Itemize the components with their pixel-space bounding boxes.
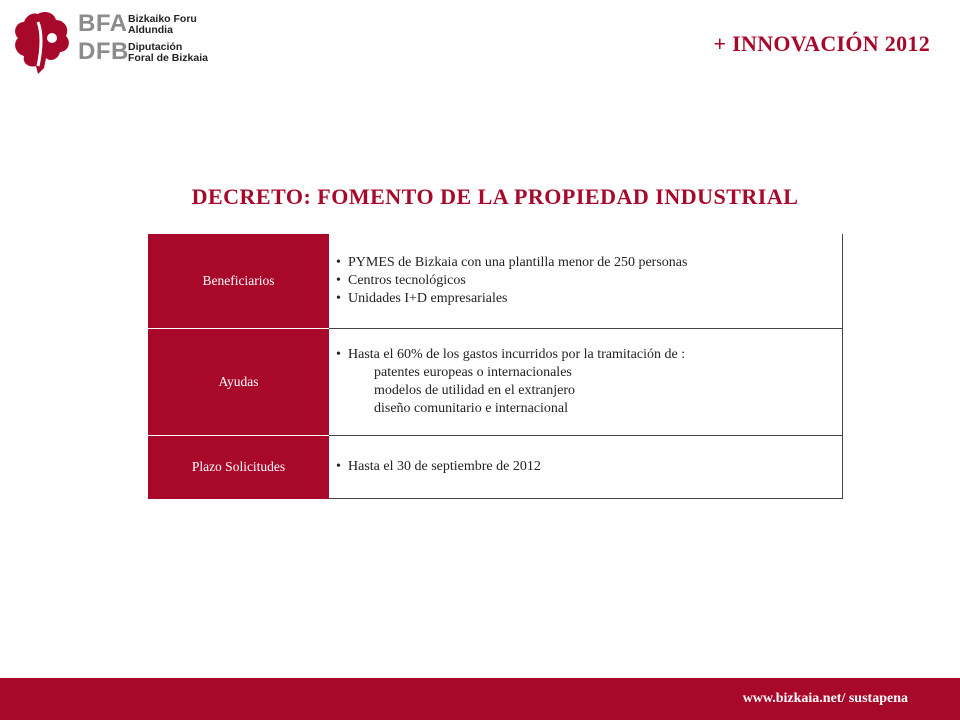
sub-item: diseño comunitario e internacional [374, 401, 568, 416]
bullet-item: • PYMES de Bizkaia con una plantilla menor de 250 personas [336, 255, 688, 270]
decree-table [148, 234, 843, 499]
row-label: Ayudas [148, 329, 329, 436]
logo-abbr-bfa: BFA [78, 10, 128, 37]
row-content [329, 329, 843, 436]
bullet-item: • Hasta el 60% de los gastos incurridos por la tramitación de : [336, 347, 686, 362]
row-label: Beneficiarios [148, 234, 329, 329]
row-content [329, 436, 843, 499]
table-row [148, 329, 843, 436]
logo [8, 8, 208, 78]
footer-url: www.bizkaia.net/ sustapena [742, 691, 908, 706]
table-row [148, 436, 843, 499]
footer-bar [0, 678, 960, 720]
bullet-item: • Unidades I+D empresariales [336, 291, 508, 306]
logo-name-basque [128, 14, 197, 35]
row-content [329, 234, 843, 329]
bullet-item: • Hasta el 30 de septiembre de 2012 [336, 459, 541, 474]
oak-leaf-icon [8, 8, 72, 80]
header-title: + INNOVACIÓN 2012 [713, 31, 930, 56]
logo-name-spanish [128, 42, 208, 63]
logo-name-line: Aldundia [128, 23, 173, 36]
logo-abbr-dfb: DFB [78, 38, 129, 65]
sub-item: modelos de utilidad en el extranjero [374, 383, 575, 398]
sub-item: patentes europeas o internacionales [374, 365, 572, 380]
bullet-item: • Centros tecnológicos [336, 273, 466, 288]
logo-name-line: Diputación [128, 41, 183, 53]
table-row [148, 234, 843, 329]
logo-name-line: Bizkaiko Foru [128, 13, 197, 25]
row-label: Plazo Solicitudes [148, 436, 329, 499]
logo-name-line: Foral de Bizkaia [128, 51, 208, 64]
page-title: DECRETO: FOMENTO DE LA PROPIEDAD INDUSTRIAL [191, 184, 799, 209]
